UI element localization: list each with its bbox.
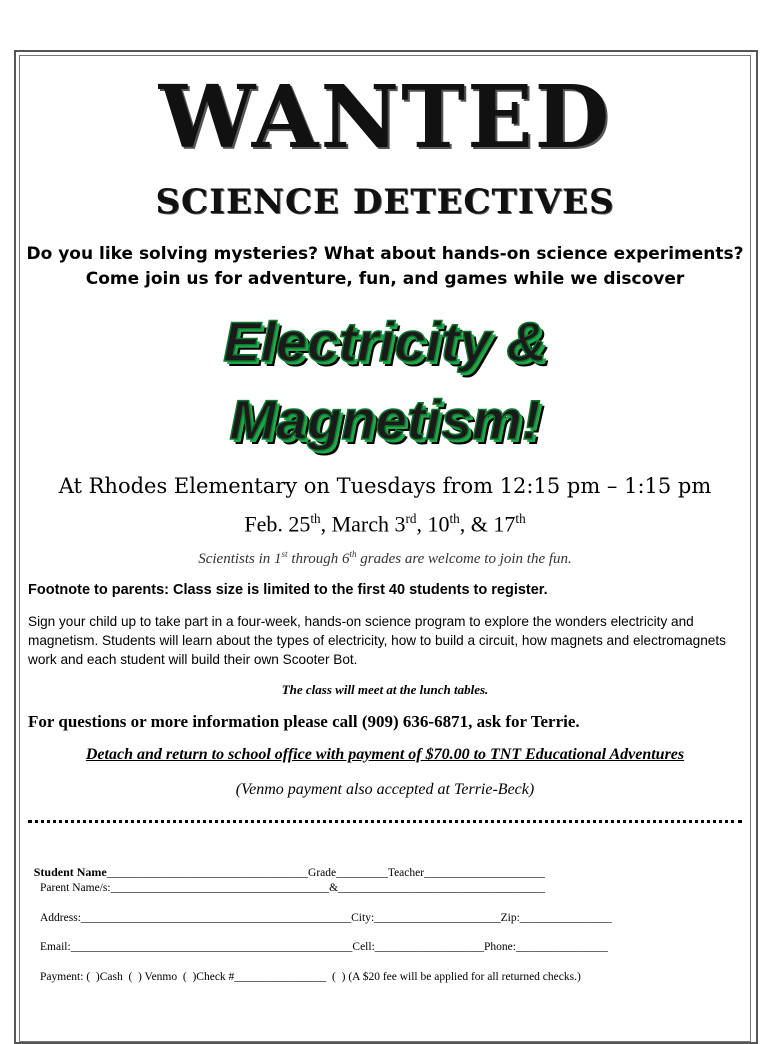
payment-row[interactable]: Payment: ( )Cash ( ) Venmo ( )Check #________________ ( ) (A $20 fee will be applied for all returned checks.)	[40, 971, 581, 983]
cut-line	[28, 820, 742, 823]
grades-part-1: Scientists in 1	[198, 551, 282, 567]
wanted-title: WANTED	[158, 67, 612, 168]
date-2-suffix: rd	[405, 511, 417, 526]
student-name-blanks[interactable]: ___________________________________Grade_________Teacher_____________________	[106, 867, 545, 879]
science-detectives-subtitle: SCIENCE DETECTIVES	[155, 182, 615, 222]
location-time: At Rhodes Elementary on Tuesdays from 12:15 pm – 1:15 pm	[58, 474, 712, 498]
date-3-suffix: th	[449, 511, 460, 526]
topic-line-1: Electricity &	[223, 310, 547, 373]
parent-name-row[interactable]: Parent Name/s:______________________________________&____________________________________	[40, 882, 546, 894]
date-4-suffix: th	[515, 511, 526, 526]
intro-line-1: Do you like solving mysteries? What about hands-on science experiments?	[26, 244, 744, 264]
detach-instructions: Detach and return to school office with payment of $70.00 to TNT Educational Adventures	[85, 746, 685, 763]
date-1-suffix: th	[310, 511, 321, 526]
grades-sup-1: st	[281, 549, 288, 559]
date-4: , & 17	[459, 511, 516, 537]
address-row[interactable]: Address:_______________________________________________City:______________________Zip:________________	[40, 912, 612, 924]
date-1: Feb. 25	[244, 511, 311, 537]
grades-welcome	[0, 543, 770, 570]
email-row[interactable]: Email:_________________________________________________Cell:___________________Phone:________________	[40, 941, 608, 953]
program-description: Sign your child up to take part in a four-week, hands-on science program to explore the wonders electricity and magnetism. Students will learn about the types of electricity, how to build a circuit, how magnets and electromagnets work and each student will build their own Scooter Bot.	[28, 614, 726, 667]
grades-part-2: through 6	[287, 551, 350, 567]
parent-footnote: Footnote to parents: Class size is limited to the first 40 students to register.	[28, 582, 548, 598]
contact-info: For questions or more information please call (909) 636-6871, ask for Terrie.	[28, 712, 580, 731]
grades-sup-2: th	[349, 549, 357, 559]
intro-line-2: Come join us for adventure, fun, and games while we discover	[85, 269, 685, 289]
grades-part-3: grades are welcome to join the fun.	[356, 551, 572, 567]
topic-line-2: Magnetism!	[229, 388, 541, 451]
session-dates	[0, 504, 770, 539]
date-3: , 10	[416, 511, 450, 537]
student-name-row[interactable]	[28, 848, 545, 881]
meeting-place: The class will meet at the lunch tables.	[281, 682, 489, 697]
date-2: , March 3	[320, 511, 406, 537]
venmo-note: (Venmo payment also accepted at Terrie-Beck)	[235, 781, 535, 798]
student-name-label: Student Name	[33, 865, 107, 879]
